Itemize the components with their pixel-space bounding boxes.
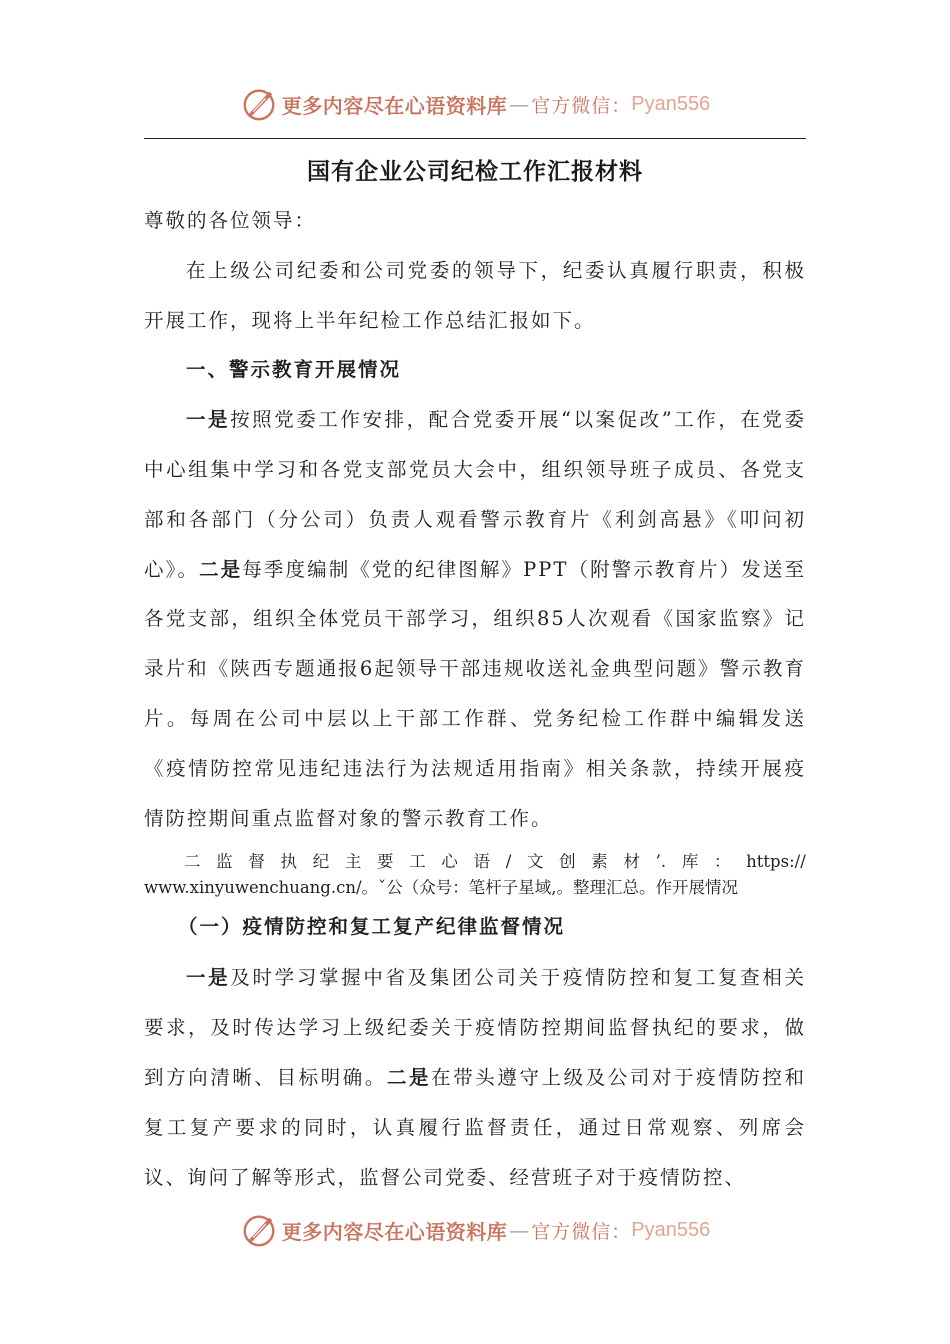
section-heading: 一、警示教育开展情况 xyxy=(186,358,402,382)
watermark-char: ： xyxy=(713,852,731,872)
banner-separator: — xyxy=(509,92,530,116)
quill-logo-icon xyxy=(240,85,278,123)
banner-wechat-label: 官方微信： xyxy=(531,94,632,117)
lead-second: 二是 xyxy=(199,557,243,581)
lead-first: 一是 xyxy=(186,408,231,432)
subsection-heading: （一）疫情防控和复工复产纪律监督情况 xyxy=(178,915,566,939)
footer-banner xyxy=(0,1210,950,1250)
paragraph-text: 及时学习掌握中省及集团公司关于疫情防控和复工复查相关要求，及时传达学习上级纪委关于疫情防控期间监督执纪的要求，做到方向清晰、目标明确。 xyxy=(144,966,806,1089)
watermark-char: 二 xyxy=(184,852,201,872)
watermark-char: 主 xyxy=(344,852,362,872)
paragraph-text: 在带头遵守上级及公司对于疫情防控和复工复产要求的同时，认真履行监督责任，通过日常观察、列席会议、询问了解等形式，监督公司党委、经营班子对于疫情防控、 xyxy=(144,1065,806,1189)
lead-first: 一是 xyxy=(186,966,231,990)
paragraph-text: 每季度编制《党的纪律图解》PPT（附警示教育片）发送至各党支部，组织全体党员干部学习，组织85人次观看《国家监察》记录片和《陕西专题通报6起领导干部违规收送礼金典型问题》警示教育片。每周在公司中层以上干部工作群、党务纪检工作群中编辑发送《疫情防控常见违纪违法行为法规适用指南》相关条款，持续开展疫情防控期间重点监督对象的警示教育工作。 xyxy=(144,557,806,830)
header-banner xyxy=(0,84,950,124)
document-body xyxy=(144,196,806,1202)
watermark-char: 执 xyxy=(280,852,298,872)
document-title: 国有企业公司纪检工作汇报材料 xyxy=(307,158,643,185)
watermark-overlay-text xyxy=(144,843,806,901)
watermark-char: ’. xyxy=(655,852,667,872)
banner-separator: — xyxy=(509,1218,530,1242)
watermark-char: / xyxy=(505,852,512,872)
watermark-char: 库 xyxy=(681,852,699,872)
salutation: 尊敬的各位领导： xyxy=(144,209,317,232)
watermark-char: 创 xyxy=(559,852,576,872)
watermark-char: 纪 xyxy=(312,852,330,872)
quill-logo-icon xyxy=(240,1211,278,1249)
banner-wechat-id: Pyan556 xyxy=(631,1218,711,1241)
watermark-char: 语 xyxy=(473,852,491,872)
paragraph-text: 按照党委工作安排，配合党委开展“以案促改”工作，在党委中心组集中学习和各党支部党员大会中，组织领导班子成员、各党支部和各部门（分公司）负责人观看警示教育片《利剑高悬》《叩问初心》。 xyxy=(144,408,806,581)
banner-wechat-id: Pyan556 xyxy=(631,92,711,115)
watermark-line-1 xyxy=(144,849,806,875)
watermark-char: 文 xyxy=(526,852,544,872)
intro-paragraph: 在上级公司纪委和公司党委的领导下，纪委认真履行职责，积极开展工作，现将上半年纪检工作总结汇报如下。 xyxy=(144,258,806,332)
header-divider xyxy=(144,138,806,139)
paragraph-epidemic-supervision xyxy=(144,953,806,1202)
watermark-char: 工 xyxy=(409,852,426,872)
watermark-char: 素 xyxy=(591,852,608,872)
watermark-line-2: www.xinyuwenchuang.cn/。ˇ公（众号：笔杆子星域,。整理汇总。作开展情况 xyxy=(144,878,739,898)
banner-wechat-label: 官方微信： xyxy=(531,1220,632,1243)
watermark-char: 心 xyxy=(441,852,458,872)
watermark-char: https:// xyxy=(746,852,806,872)
banner-text: 更多内容尽在心语资料库 xyxy=(281,93,508,118)
watermark-char: 要 xyxy=(377,852,394,872)
watermark-char: 督 xyxy=(248,852,265,872)
lead-second: 二是 xyxy=(386,1065,432,1089)
paragraph-warning-education xyxy=(144,395,806,843)
banner-text: 更多内容尽在心语资料库 xyxy=(281,1219,508,1244)
watermark-char: 材 xyxy=(623,852,640,872)
watermark-char: 监 xyxy=(216,852,233,872)
